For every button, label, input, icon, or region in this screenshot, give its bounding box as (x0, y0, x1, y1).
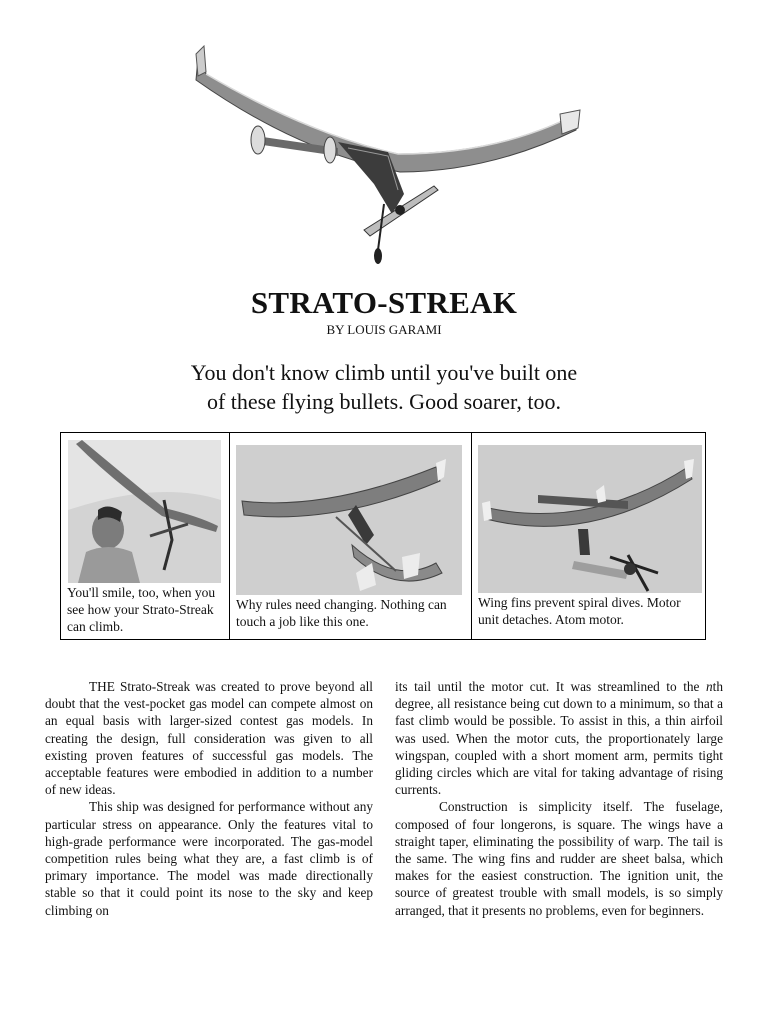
paragraph-text: th degree, all resistance being cut down to a minimum, so that a fast climb would be possible. To assist in this, a thin airfoil was used. When the motor cuts, the proportionately large wingspan, coupled with a short moment arm, permits tight gliding circles which are vital for taking advantage of rising currents. (395, 679, 723, 798)
paragraph-construction: Construction is simplicity itself. The fuselage, composed of four longerons, is square. The wings have a straight taper, eliminating the possibility of warp. The tail is the same. The wing fins and rudder are sheet balsa, which makes for the easiest construction. The ignition unit, the source of greatest trouble with small models, is so simply arranged, that it presents no problems, even for beginners. (395, 799, 723, 918)
article-title: STRATO-STREAK (250, 285, 518, 320)
photo-man-with-plane (68, 440, 221, 583)
paragraph-design-continued (395, 678, 723, 798)
photo-wing-and-motor (478, 445, 702, 593)
body-column-right (395, 678, 723, 919)
photo-cell-1 (61, 433, 229, 639)
paragraph-text: its tail until the motor cut. It was streamlined to the (395, 679, 706, 694)
photo-cell-3 (471, 433, 705, 639)
photo-plane-closeup (236, 445, 462, 595)
hero-plane-photo (188, 44, 584, 272)
article-byline: BY LOUIS GARAMI (326, 322, 442, 337)
paragraph-design: This ship was designed for performance without any particular stress on appearance. Only the features vital to high-grade performance were incorporated. The gas-model competition rules being what they are, a fast climb is of primary importance. The model was made directionally stable so that it could point its nose to the sky and keep climbing on (45, 799, 373, 918)
caption-1: You'll smile, too, when you see how your Strato-Streak can climb. (67, 585, 216, 634)
subtitle-line-1: You don't know climb until you've built one (190, 360, 578, 385)
paragraph-intro: THE Strato-Streak was created to prove beyond all doubt that the vest-pocket gas model can compete almost on an equal basis with larger-sized contest gas models. In creating the design, full consideration was given to all existing proven features of successful gas models. The acceptable features were embodied in addition to a number of new ideas. (45, 679, 373, 798)
body-column-left (45, 678, 373, 919)
photo-cell-2 (229, 433, 471, 639)
subtitle-line-2: of these flying bullets. Good soarer, too. (206, 389, 562, 414)
article-subtitle (100, 358, 668, 416)
photo-strip (60, 432, 706, 640)
italic-n: n (706, 679, 713, 694)
caption-3: Wing fins prevent spiral dives. Motor unit detaches. Atom motor. (478, 595, 681, 627)
caption-2: Why rules need changing. Nothing can touch a job like this one. (236, 597, 447, 629)
